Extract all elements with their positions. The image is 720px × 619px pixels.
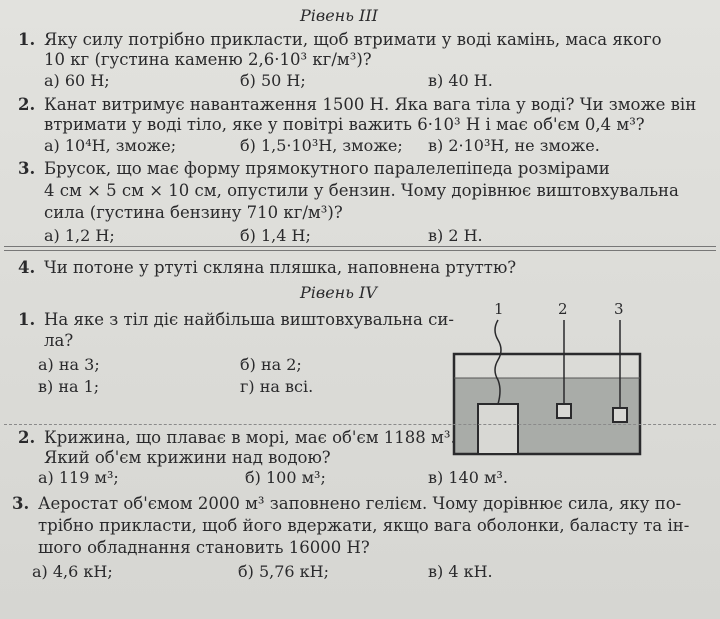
divider-line	[4, 246, 716, 247]
l4-q2-text-line1: Крижина, що плаває в морі, має об'єм 1188 м³.	[44, 428, 456, 447]
buoyancy-diagram	[440, 300, 670, 460]
figure-label-1: 1	[494, 300, 504, 318]
q1-option-b: б) 50 Н;	[240, 71, 306, 90]
level-4-heading: Рівень IV	[300, 283, 377, 302]
q4-text-line1: Чи потоне у ртуті скляна пляшка, наповнена ртуттю?	[44, 258, 517, 277]
l4-q3-option-b: б) 5,76 кН;	[238, 562, 330, 581]
l4-q1-option-b: б) на 2;	[240, 355, 302, 374]
l4-q2-option-a: а) 119 м³;	[38, 468, 119, 487]
q2-number: 2.	[18, 95, 36, 114]
l4-q1-number: 1.	[18, 310, 36, 329]
q1-option-c: в) 40 Н.	[428, 71, 493, 90]
fold-line	[4, 424, 716, 425]
body-3	[613, 408, 627, 422]
q2-option-c: в) 2·10³Н, не зможе.	[428, 136, 600, 155]
l4-q3-option-a: а) 4,6 кН;	[32, 562, 113, 581]
q3-option-a: а) 1,2 Н;	[44, 226, 115, 245]
divider-line-2	[4, 250, 716, 251]
l4-q1-text-line1: На яке з тіл діє найбільша виштовхувальна си-	[44, 310, 454, 329]
q2-option-b: б) 1,5·10³Н, зможе;	[240, 136, 403, 155]
q1-text-line1: Яку силу потрібно прикласти, щоб втримати у воді камінь, маса якого	[44, 30, 662, 49]
q3-text-line3: сила (густина бензину 710 кг/м³)?	[44, 203, 343, 222]
q2-option-a: а) 10⁴Н, зможе;	[44, 136, 177, 155]
q1-text-line2: 10 кг (густина каменю 2,6·10³ кг/м³)?	[44, 50, 372, 69]
q2-text-line2: втримати у воді тіло, яке у повітрі важить 6·10³ Н і має об'єм 0,4 м³?	[44, 115, 645, 134]
l4-q2-option-c: в) 140 м³.	[428, 468, 508, 487]
l4-q2-option-b: б) 100 м³;	[245, 468, 326, 487]
figure-label-3: 3	[614, 300, 624, 318]
q2-text-line1: Канат витримує навантаження 1500 Н. Яка вага тіла у воді? Чи зможе він	[44, 95, 697, 114]
q1-option-a: а) 60 Н;	[44, 71, 110, 90]
level-3-heading: Рівень ІІІ	[300, 6, 378, 25]
l4-q3-number: 3.	[12, 494, 30, 513]
l4-q3-text-line2: трібно прикласти, щоб його вдержати, якщо вага оболонки, баласту та ін-	[38, 516, 690, 535]
q1-number: 1.	[18, 30, 36, 49]
l4-q1-option-c: в) на 1;	[38, 377, 100, 396]
q3-option-b: б) 1,4 Н;	[240, 226, 311, 245]
body-2	[557, 404, 571, 418]
q3-number: 3.	[18, 159, 36, 178]
q3-option-c: в) 2 Н.	[428, 226, 483, 245]
l4-q1-option-a: а) на 3;	[38, 355, 100, 374]
l4-q3-text-line3: шого обладнання становить 16000 Н?	[38, 538, 370, 557]
q3-text-line1: Брусок, що має форму прямокутного паралелепіпеда розмірами	[44, 159, 610, 178]
figure-label-2: 2	[558, 300, 568, 318]
l4-q3-text-line1: Аеростат об'ємом 2000 м³ заповнено гелієм. Чому дорівнює сила, яку по-	[38, 494, 682, 513]
q4-number: 4.	[18, 258, 36, 277]
body-1	[478, 404, 518, 454]
l4-q2-text-line2: Який об'єм крижини над водою?	[44, 448, 331, 467]
buoyancy-diagram-svg	[440, 300, 670, 460]
l4-q3-option-c: в) 4 кН.	[428, 562, 493, 581]
l4-q2-number: 2.	[18, 428, 36, 447]
q3-text-line2: 4 см × 5 см × 10 см, опустили у бензин. Чому дорівнює виштовхувальна	[44, 181, 679, 200]
l4-q1-option-d: г) на всі.	[240, 377, 314, 396]
l4-q1-text-line2: ла?	[44, 331, 74, 350]
